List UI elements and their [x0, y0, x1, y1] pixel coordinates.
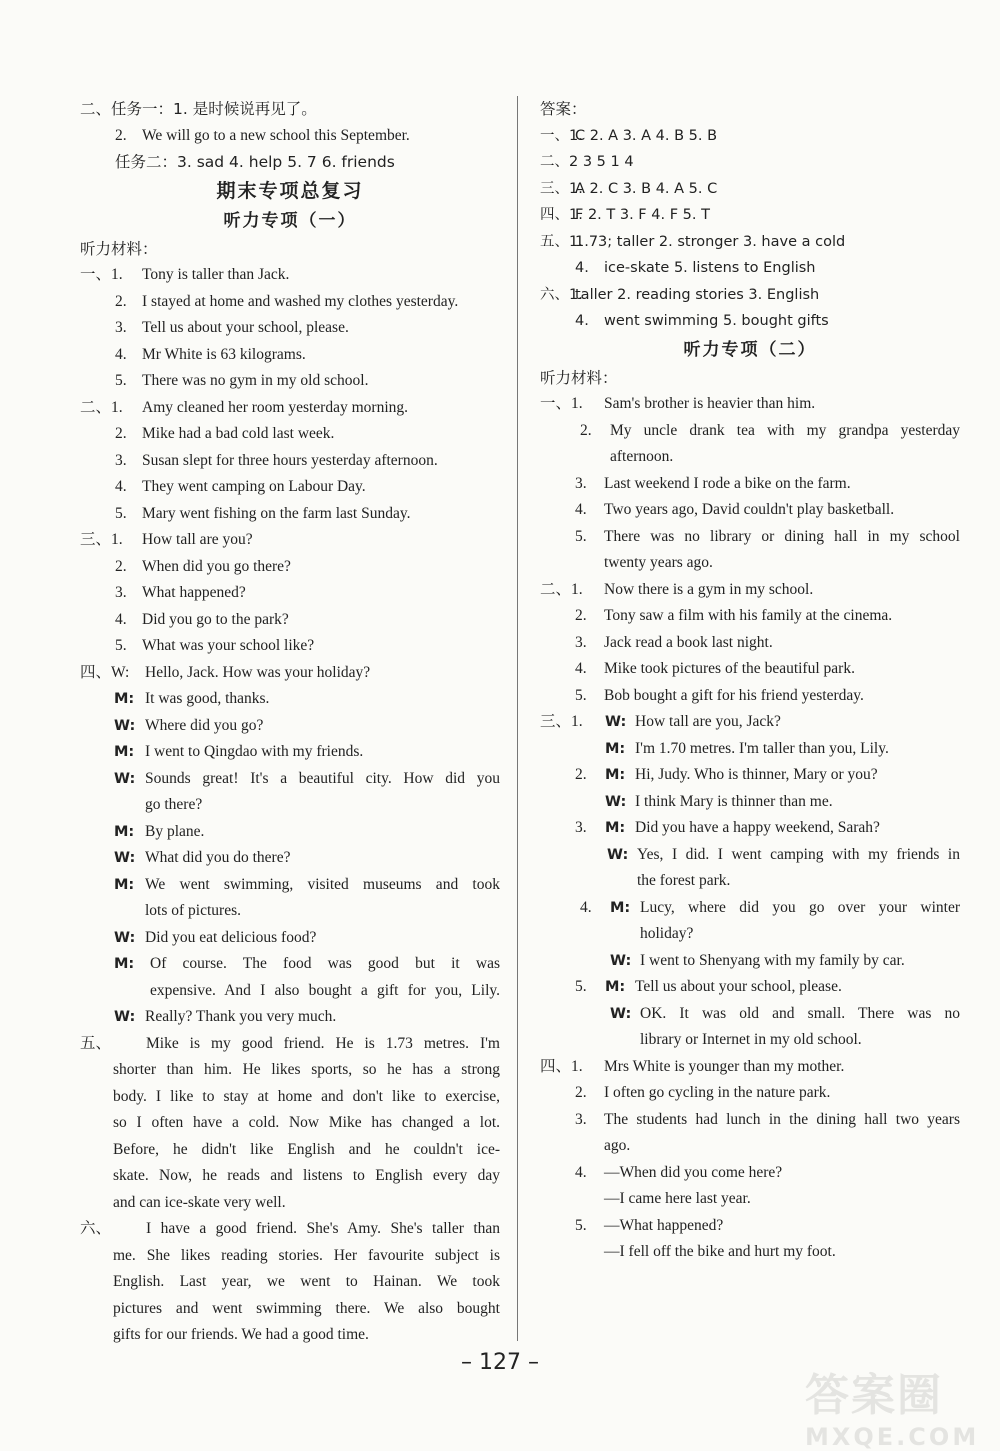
line-text: Really? Thank you very much.: [145, 1008, 337, 1025]
item-number: W:: [114, 717, 136, 734]
line-text: body. I like to stay at home and don't like to exercise,: [113, 1087, 500, 1105]
line-text: Amy cleaned her room yesterday morning.: [142, 398, 408, 416]
text-line: [540, 630, 960, 657]
line-text: It was good, thanks.: [145, 690, 270, 707]
text-line: [80, 448, 500, 475]
answer-line: [540, 123, 960, 150]
item-number: 2.: [575, 766, 587, 783]
page-number: – 127 –: [461, 1350, 539, 1375]
text-line: [540, 762, 960, 789]
line-text: ice-skate 5. listens to English: [604, 260, 816, 276]
item-number: 五、: [80, 1034, 112, 1052]
speaker-label: M:: [605, 767, 626, 783]
item-number: 四、1.: [540, 207, 583, 223]
text-line: [80, 1031, 500, 1058]
text-line: [540, 1213, 960, 1240]
text-line: [540, 444, 960, 471]
item-number: 3.: [575, 1110, 587, 1128]
line-text: 听力材料：: [80, 239, 158, 258]
item-number: 三、1.: [540, 713, 583, 730]
text-line: [80, 96, 500, 123]
line-text: I think Mary is thinner than me.: [635, 792, 833, 810]
speaker-label: W:: [605, 714, 627, 730]
answer-line: [540, 229, 960, 256]
item-number: W:: [114, 850, 136, 866]
item-number: 2.: [580, 421, 592, 439]
line-text: afternoon.: [610, 448, 674, 465]
text-line: [80, 925, 500, 952]
line-text: skate. Now, he reads and listens to English every day: [113, 1167, 500, 1184]
text-line: [540, 1186, 960, 1213]
line-text: Tony saw a film with his family at the cinema.: [604, 607, 893, 624]
line-text: I stayed at home and washed my clothes yesterday.: [142, 292, 459, 310]
text-line: [80, 978, 500, 1005]
line-text: Did you eat delicious food?: [145, 928, 317, 946]
text-line: [80, 474, 500, 501]
item-number: M:: [114, 956, 135, 972]
answer-line: [540, 308, 960, 335]
item-number: 4.: [115, 610, 127, 628]
item-number: 3.: [575, 474, 587, 492]
text-line: [80, 1269, 500, 1296]
item-number: 一、1.: [540, 127, 583, 144]
text-line: [80, 580, 500, 607]
text-line: [540, 550, 960, 577]
item-number: 六、: [80, 1220, 112, 1237]
line-text: Susan slept for three hours yesterday afternoon.: [142, 451, 438, 469]
text-line: [80, 1057, 500, 1084]
line-text: the forest park.: [637, 872, 731, 889]
line-text: F 2. T 3. F 4. F 5. T: [575, 207, 710, 223]
text-line: [80, 713, 500, 740]
line-text: Mike had a bad cold last week.: [142, 425, 335, 442]
text-line: [80, 1322, 500, 1349]
line-text: Yes, I did. I went camping with my friends in: [637, 845, 960, 863]
text-line: [540, 1160, 960, 1187]
section-title: 期末专项总复习: [216, 179, 364, 202]
item-number: 3.: [575, 819, 587, 836]
line-text: gifts for our friends. We had a good time.: [113, 1326, 369, 1343]
watermark-logo: [805, 1359, 980, 1451]
answer-line: [540, 255, 960, 282]
text-line: [540, 1107, 960, 1134]
item-number: W:: [114, 1009, 136, 1025]
item-number: 5.: [575, 527, 587, 545]
line-text: so I often have a cold. Now Mike has changed a lot.: [113, 1114, 500, 1131]
left-column: [80, 96, 500, 1349]
text-line: [540, 948, 960, 975]
item-number: 2.: [115, 292, 127, 310]
line-text: expensive. And I also bought a gift for you, Lily.: [150, 981, 500, 999]
item-number: 4.: [575, 313, 589, 329]
item-number: 4.: [115, 345, 127, 363]
item-number: 5.: [115, 372, 127, 389]
line-text: Now there is a gym in my school.: [604, 580, 814, 598]
text-line: [80, 792, 500, 819]
line-text: I'm 1.70 metres. I'm taller than you, Lily.: [635, 739, 889, 757]
text-line: [80, 766, 500, 793]
line-text: ago.: [604, 1137, 631, 1154]
line-text: 答案：: [540, 100, 587, 118]
line-text: —When did you come here?: [604, 1163, 783, 1181]
text-line: [540, 1080, 960, 1107]
line-text: I went to Qingdao with my friends.: [145, 743, 364, 760]
line-text: OK. It was old and small. There was no: [640, 1004, 960, 1022]
line-text: The students had lunch in the dining hall two years: [604, 1110, 960, 1128]
item-number: 5.: [575, 686, 587, 704]
text-line: [540, 1001, 960, 1028]
text-line: [80, 1190, 500, 1217]
item-number: 5.: [575, 978, 587, 995]
item-number: 一、1.: [80, 266, 123, 283]
line-text: went swimming 5. bought gifts: [604, 313, 829, 329]
item-number: 3.: [115, 451, 127, 469]
line-text: We will go to a new school this September.: [142, 126, 410, 144]
line-text: pictures and went swimming there. We also bought: [113, 1299, 500, 1317]
text-line: [80, 607, 500, 634]
item-number: 4.: [575, 1163, 587, 1181]
item-number: M:: [114, 823, 135, 840]
text-line: [80, 262, 500, 289]
item-number: 4.: [575, 260, 589, 276]
item-number: 二、1.: [80, 398, 123, 416]
line-text: I have a good friend. She's Amy. She's taller than: [146, 1220, 500, 1237]
text-line: [80, 315, 500, 342]
text-line: [80, 421, 500, 448]
speaker-label: M:: [610, 899, 631, 916]
text-line: [540, 524, 960, 551]
text-line: [80, 501, 500, 528]
line-text: —I came here last year.: [604, 1190, 751, 1207]
item-number: 二、2 3 5 1 4: [540, 154, 634, 170]
text-line: [80, 395, 500, 422]
line-text: C 2. A 3. A 4. B 5. B: [575, 127, 718, 144]
item-number: 2.: [115, 425, 127, 442]
answer-line: [540, 149, 960, 176]
text-line: [540, 709, 960, 736]
line-text: Jack read a book last night.: [604, 633, 773, 651]
line-text: twenty years ago.: [604, 554, 713, 571]
line-text: Before, he didn't like English and he couldn't ice-: [113, 1140, 500, 1158]
line-text: There was no library or dining hall in my school: [604, 527, 960, 545]
item-number: W:: [114, 770, 136, 787]
answer-heading: [540, 96, 960, 123]
text-line: [540, 603, 960, 630]
text-line: [80, 1110, 500, 1137]
right-column: [540, 96, 960, 1266]
item-number: M:: [114, 876, 135, 893]
line-text: Mike took pictures of the beautiful park.: [604, 660, 855, 677]
line-text: I often go cycling in the nature park.: [604, 1084, 831, 1101]
line-text: Mrs White is younger than my mother.: [604, 1057, 845, 1075]
text-line: [80, 872, 500, 899]
text-line: [80, 686, 500, 713]
text-line: [80, 898, 500, 925]
text-line: [540, 471, 960, 498]
line-text: library or Internet in my old school.: [640, 1031, 862, 1048]
line-text: Last weekend I rode a bike on the farm.: [604, 474, 851, 492]
text-line: [80, 1137, 500, 1164]
line-text: We went swimming, visited museums and took: [145, 875, 500, 893]
speaker-label: W:: [607, 846, 629, 863]
line-text: My uncle drank tea with my grandpa yesterday: [610, 421, 960, 439]
text-line: [80, 342, 500, 369]
answer-line: [540, 176, 960, 203]
item-number: 3.: [115, 584, 127, 601]
line-text: Did you have a happy weekend, Sarah?: [635, 819, 880, 836]
text-line: [540, 656, 960, 683]
line-text: Bob bought a gift for his friend yesterday.: [604, 686, 864, 704]
watermark-text: 答案圈: [805, 1370, 943, 1421]
text-line: [80, 1296, 500, 1323]
line-text: Mary went fishing on the farm last Sunday.: [142, 504, 411, 522]
item-number: W:: [114, 929, 136, 946]
line-text: Sounds great! It's a beautiful city. How did you: [145, 769, 500, 787]
line-text: —What happened?: [604, 1216, 724, 1234]
text-line: [80, 289, 500, 316]
text-line: [80, 633, 500, 660]
line-text: Sam's brother is heavier than him.: [604, 395, 816, 412]
line-text: Lucy, where did you go over your winter: [640, 898, 960, 916]
item-number: M:: [114, 744, 135, 760]
item-number: 一、1.: [540, 395, 583, 412]
text-line: [540, 1054, 960, 1081]
text-line: [540, 418, 960, 445]
line-text: Hello, Jack. How was your holiday?: [145, 663, 371, 681]
answer-line: [540, 202, 960, 229]
speaker-label: M:: [605, 740, 626, 757]
text-line: [80, 845, 500, 872]
text-line: [80, 236, 500, 263]
item-number: 4.: [115, 478, 127, 495]
text-line: [80, 1084, 500, 1111]
line-text: A 2. C 3. B 4. A 5. C: [575, 180, 718, 197]
speaker-label: M:: [605, 979, 626, 995]
text-line: [540, 365, 960, 392]
line-text: —I fell off the bike and hurt my foot.: [604, 1243, 836, 1260]
item-number: 4.: [575, 501, 587, 518]
text-line: [80, 951, 500, 978]
item-number: 三、1.: [540, 180, 583, 197]
item-number: 4.: [580, 898, 592, 916]
text-line: [80, 368, 500, 395]
text-line: [540, 736, 960, 763]
text-line: [540, 974, 960, 1001]
line-text: They went camping on Labour Day.: [142, 478, 366, 495]
section-title: 听力专项（一）: [223, 210, 357, 231]
text-line: [80, 739, 500, 766]
line-text: Hi, Judy. Who is thinner, Mary or you?: [635, 766, 878, 783]
line-text: English. Last year, we went to Hainan. We took: [113, 1273, 500, 1290]
line-text: holiday?: [640, 925, 694, 942]
text-line: [540, 391, 960, 418]
text-line: [540, 815, 960, 842]
line-text: Where did you go?: [145, 716, 264, 734]
line-text: I went to Shenyang with my family by car.: [640, 951, 905, 969]
line-text: Did you go to the park?: [142, 610, 289, 628]
line-text: There was no gym in my old school.: [142, 372, 369, 389]
item-number: 2.: [115, 126, 127, 144]
item-number: 2.: [115, 557, 127, 575]
line-text: 听力材料：: [540, 368, 618, 387]
item-number: 5.: [115, 637, 127, 654]
section-title: 听力专项（二）: [683, 339, 817, 360]
line-text: Two years ago, David couldn't play basketball.: [604, 501, 895, 518]
line-text: and can ice-skate very well.: [113, 1193, 286, 1211]
text-line: [540, 868, 960, 895]
text-line: [540, 895, 960, 922]
line-text: How tall are you, Jack?: [635, 713, 781, 730]
answer-line: [540, 282, 960, 309]
text-line: [80, 1004, 500, 1031]
item-number: 四、1.: [540, 1057, 583, 1075]
line-text: Tony is taller than Jack.: [142, 266, 290, 283]
line-text: taller 2. reading stories 3. English: [575, 286, 820, 303]
item-number: 2.: [575, 1084, 587, 1101]
text-line: [540, 842, 960, 869]
item-number: 三、1.: [80, 531, 123, 548]
line-text: Tell us about your school, please.: [142, 319, 349, 336]
item-number: 2.: [575, 607, 587, 624]
text-line: [540, 789, 960, 816]
text-line: [540, 1239, 960, 1266]
line-text: When did you go there?: [142, 557, 291, 575]
text-line: [80, 660, 500, 687]
line-text: Mr White is 63 kilograms.: [142, 345, 306, 363]
text-line: [540, 921, 960, 948]
text-line: [80, 554, 500, 581]
text-line: [80, 1163, 500, 1190]
item-number: 二、1.: [540, 580, 583, 598]
text-line: [80, 819, 500, 846]
watermark-url: MXQE.COM: [805, 1423, 980, 1451]
text-line: [540, 497, 960, 524]
line-text: me. She likes reading stories. Her favourite subject is: [113, 1246, 500, 1264]
text-line: [540, 1027, 960, 1054]
item-number: 5.: [115, 504, 127, 522]
text-line: [80, 1243, 500, 1270]
line-text: 1.73; taller 2. stronger 3. have a cold: [575, 233, 846, 250]
text-line: [540, 577, 960, 604]
line-text: Tell us about your school, please.: [635, 978, 842, 995]
speaker-label: W:: [610, 1005, 632, 1022]
item-number: 3.: [115, 319, 127, 336]
line-text: What happened?: [142, 584, 246, 601]
line-text: How tall are you?: [142, 531, 253, 548]
text-line: [80, 1216, 500, 1243]
line-text: 任务二：3. sad 4. help 5. 7 6. friends: [115, 153, 395, 171]
line-text: By plane.: [145, 822, 205, 840]
item-number: 四、W:: [80, 663, 130, 681]
item-number: 4.: [575, 660, 587, 677]
speaker-label: W:: [610, 952, 632, 969]
line-text: What did you do there?: [145, 849, 291, 866]
line-text: Of course. The food was good but it was: [150, 955, 500, 972]
line-text: What was your school like?: [142, 637, 315, 654]
text-line: [80, 527, 500, 554]
line-text: go there?: [145, 796, 203, 813]
text-line: [540, 683, 960, 710]
speaker-label: W:: [605, 793, 627, 810]
item-number: M:: [114, 691, 135, 707]
speaker-label: M:: [605, 820, 626, 836]
line-text: Mike is my good friend. He is 1.73 metres. I'm: [146, 1034, 500, 1052]
item-number: 3.: [575, 633, 587, 651]
line-text: lots of pictures.: [145, 902, 241, 919]
item-number: 五、1.: [540, 233, 583, 250]
text-line: [80, 149, 500, 176]
item-number: 六、1.: [540, 286, 583, 303]
item-number: 5.: [575, 1216, 587, 1234]
line-text: 二、任务一：1. 是时候说再见了。: [80, 100, 317, 118]
column-divider: [517, 96, 518, 1341]
line-text: shorter than him. He likes sports, so he has a strong: [113, 1061, 500, 1078]
text-line: [540, 1133, 960, 1160]
text-line: [80, 123, 500, 150]
